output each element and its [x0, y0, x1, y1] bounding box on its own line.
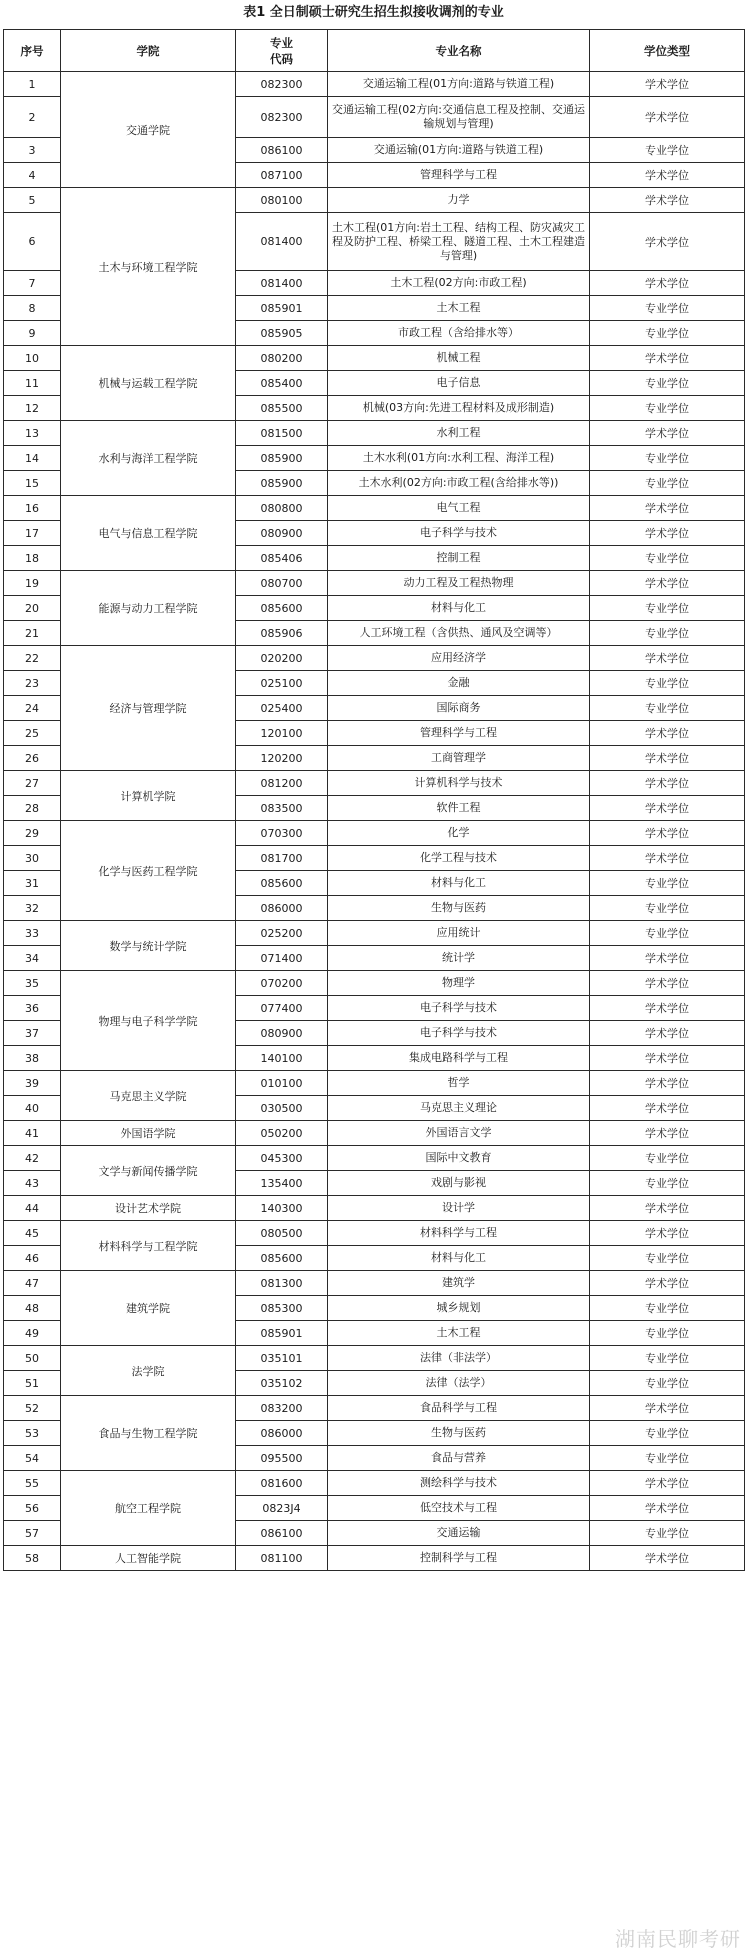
- major-code: 085406: [236, 546, 328, 571]
- major-name: 控制科学与工程: [328, 1546, 590, 1571]
- degree-type: 专业学位: [590, 671, 745, 696]
- major-name: 生物与医药: [328, 896, 590, 921]
- major-code: 083200: [236, 1396, 328, 1421]
- major-code: 081300: [236, 1271, 328, 1296]
- major-code: 085901: [236, 296, 328, 321]
- major-name: 食品与营养: [328, 1446, 590, 1471]
- row-number: 21: [4, 621, 61, 646]
- row-number: 19: [4, 571, 61, 596]
- row-number: 17: [4, 521, 61, 546]
- table-row: [4, 72, 745, 97]
- school-name: 物理与电子科学学院: [61, 971, 236, 1071]
- major-name: 集成电路科学与工程: [328, 1046, 590, 1071]
- major-name: 电气工程: [328, 496, 590, 521]
- major-code: 087100: [236, 163, 328, 188]
- school-name: 马克思主义学院: [61, 1071, 236, 1121]
- major-code: 080900: [236, 1021, 328, 1046]
- major-code: 085906: [236, 621, 328, 646]
- degree-type: 专业学位: [590, 396, 745, 421]
- major-name: 食品科学与工程: [328, 1396, 590, 1421]
- row-number: 37: [4, 1021, 61, 1046]
- row-number: 36: [4, 996, 61, 1021]
- row-number: 10: [4, 346, 61, 371]
- row-number: 52: [4, 1396, 61, 1421]
- degree-type: 学术学位: [590, 821, 745, 846]
- degree-type: 专业学位: [590, 446, 745, 471]
- row-number: 4: [4, 163, 61, 188]
- table-row: [4, 1546, 745, 1571]
- major-code: 080200: [236, 346, 328, 371]
- major-name: 应用统计: [328, 921, 590, 946]
- major-code: 081400: [236, 271, 328, 296]
- degree-type: 学术学位: [590, 796, 745, 821]
- table-row: [4, 1196, 745, 1221]
- degree-type: 专业学位: [590, 138, 745, 163]
- row-number: 40: [4, 1096, 61, 1121]
- row-number: 6: [4, 213, 61, 271]
- school-name: 化学与医药工程学院: [61, 821, 236, 921]
- major-code: 085500: [236, 396, 328, 421]
- major-name: 软件工程: [328, 796, 590, 821]
- degree-type: 学术学位: [590, 1121, 745, 1146]
- degree-type: 专业学位: [590, 1171, 745, 1196]
- row-number: 34: [4, 946, 61, 971]
- major-code: 070200: [236, 971, 328, 996]
- major-name: 生物与医药: [328, 1421, 590, 1446]
- row-number: 56: [4, 1496, 61, 1521]
- major-code: 080700: [236, 571, 328, 596]
- major-name: 工商管理学: [328, 746, 590, 771]
- header-type: 学位类型: [590, 30, 745, 72]
- degree-type: 学术学位: [590, 1396, 745, 1421]
- degree-type: 专业学位: [590, 596, 745, 621]
- table-row: [4, 571, 745, 596]
- table-row: [4, 346, 745, 371]
- table-row: [4, 971, 745, 996]
- major-name: 力学: [328, 188, 590, 213]
- row-number: 35: [4, 971, 61, 996]
- row-number: 43: [4, 1171, 61, 1196]
- major-code: 082300: [236, 72, 328, 97]
- row-number: 44: [4, 1196, 61, 1221]
- major-name: 土木工程: [328, 296, 590, 321]
- major-code: 081600: [236, 1471, 328, 1496]
- school-name: 食品与生物工程学院: [61, 1396, 236, 1471]
- major-code: 086000: [236, 1421, 328, 1446]
- degree-type: 专业学位: [590, 1321, 745, 1346]
- degree-type: 专业学位: [590, 1371, 745, 1396]
- degree-type: 学术学位: [590, 1221, 745, 1246]
- school-name: 外国语学院: [61, 1121, 236, 1146]
- major-name: 国际中文教育: [328, 1146, 590, 1171]
- major-code: 025400: [236, 696, 328, 721]
- degree-type: 学术学位: [590, 496, 745, 521]
- school-name: 水利与海洋工程学院: [61, 421, 236, 496]
- table-row: [4, 1271, 745, 1296]
- header-school: 学院: [61, 30, 236, 72]
- degree-type: 学术学位: [590, 1196, 745, 1221]
- major-name: 市政工程（含给排水等）: [328, 321, 590, 346]
- major-name: 法律（法学）: [328, 1371, 590, 1396]
- row-number: 16: [4, 496, 61, 521]
- major-code: 081500: [236, 421, 328, 446]
- major-code: 080800: [236, 496, 328, 521]
- school-name: 能源与动力工程学院: [61, 571, 236, 646]
- degree-type: 学术学位: [590, 188, 745, 213]
- major-code: 086100: [236, 1521, 328, 1546]
- school-name: 建筑学院: [61, 1271, 236, 1346]
- row-number: 25: [4, 721, 61, 746]
- row-number: 48: [4, 1296, 61, 1321]
- major-code: 085400: [236, 371, 328, 396]
- major-name: 统计学: [328, 946, 590, 971]
- degree-type: 学术学位: [590, 1471, 745, 1496]
- degree-type: 专业学位: [590, 1521, 745, 1546]
- degree-type: 学术学位: [590, 846, 745, 871]
- table-row: [4, 1396, 745, 1421]
- major-code: 085600: [236, 1246, 328, 1271]
- row-number: 3: [4, 138, 61, 163]
- table-row: [4, 496, 745, 521]
- row-number: 1: [4, 72, 61, 97]
- major-name: 设计学: [328, 1196, 590, 1221]
- row-number: 39: [4, 1071, 61, 1096]
- row-number: 26: [4, 746, 61, 771]
- table-row: [4, 646, 745, 671]
- degree-type: 专业学位: [590, 1446, 745, 1471]
- major-code: 050200: [236, 1121, 328, 1146]
- row-number: 58: [4, 1546, 61, 1571]
- major-code: 035101: [236, 1346, 328, 1371]
- major-code: 080500: [236, 1221, 328, 1246]
- degree-type: 学术学位: [590, 746, 745, 771]
- row-number: 30: [4, 846, 61, 871]
- major-name: 国际商务: [328, 696, 590, 721]
- degree-type: 学术学位: [590, 163, 745, 188]
- table-body: [4, 72, 745, 1571]
- school-name: 人工智能学院: [61, 1546, 236, 1571]
- row-number: 41: [4, 1121, 61, 1146]
- major-code: 082300: [236, 97, 328, 138]
- row-number: 12: [4, 396, 61, 421]
- row-number: 50: [4, 1346, 61, 1371]
- degree-type: 学术学位: [590, 1021, 745, 1046]
- table-title: 表1 全日制硕士研究生招生拟接收调剂的专业: [243, 5, 504, 20]
- degree-type: 专业学位: [590, 546, 745, 571]
- degree-type: 学术学位: [590, 521, 745, 546]
- degree-type: 学术学位: [590, 213, 745, 271]
- row-number: 54: [4, 1446, 61, 1471]
- table-row: [4, 821, 745, 846]
- major-code: 083500: [236, 796, 328, 821]
- major-name: 建筑学: [328, 1271, 590, 1296]
- row-number: 57: [4, 1521, 61, 1546]
- major-code: 120100: [236, 721, 328, 746]
- degree-type: 专业学位: [590, 371, 745, 396]
- header-name: 专业名称: [328, 30, 590, 72]
- major-name: 物理学: [328, 971, 590, 996]
- row-number: 53: [4, 1421, 61, 1446]
- school-name: 机械与运载工程学院: [61, 346, 236, 421]
- table-row: [4, 421, 745, 446]
- degree-type: 学术学位: [590, 646, 745, 671]
- row-number: 5: [4, 188, 61, 213]
- major-name: 机械(03方向:先进工程材料及成形制造): [328, 396, 590, 421]
- school-name: 文学与新闻传播学院: [61, 1146, 236, 1196]
- row-number: 8: [4, 296, 61, 321]
- major-name: 材料与化工: [328, 596, 590, 621]
- row-number: 28: [4, 796, 61, 821]
- major-name: 哲学: [328, 1071, 590, 1096]
- row-number: 51: [4, 1371, 61, 1396]
- major-code: 025200: [236, 921, 328, 946]
- degree-type: 专业学位: [590, 921, 745, 946]
- majors-table: [3, 29, 745, 1571]
- degree-type: 专业学位: [590, 621, 745, 646]
- major-code: 085905: [236, 321, 328, 346]
- table-row: [4, 921, 745, 946]
- table-row: [4, 1071, 745, 1096]
- major-name: 机械工程: [328, 346, 590, 371]
- major-code: 081200: [236, 771, 328, 796]
- header-no: 序号: [4, 30, 61, 72]
- major-name: 动力工程及工程热物理: [328, 571, 590, 596]
- major-name: 土木工程: [328, 1321, 590, 1346]
- row-number: 31: [4, 871, 61, 896]
- major-name: 应用经济学: [328, 646, 590, 671]
- major-name: 交通运输(01方向:道路与铁道工程): [328, 138, 590, 163]
- major-code: 081400: [236, 213, 328, 271]
- major-code: 085600: [236, 871, 328, 896]
- major-name: 材料与化工: [328, 871, 590, 896]
- degree-type: 学术学位: [590, 97, 745, 138]
- major-code: 085901: [236, 1321, 328, 1346]
- major-code: 120200: [236, 746, 328, 771]
- degree-type: 专业学位: [590, 1296, 745, 1321]
- major-name: 外国语言文学: [328, 1121, 590, 1146]
- degree-type: 学术学位: [590, 1271, 745, 1296]
- row-number: 45: [4, 1221, 61, 1246]
- degree-type: 学术学位: [590, 771, 745, 796]
- major-code: 071400: [236, 946, 328, 971]
- major-name: 交通运输: [328, 1521, 590, 1546]
- row-number: 33: [4, 921, 61, 946]
- school-name: 材料科学与工程学院: [61, 1221, 236, 1271]
- row-number: 49: [4, 1321, 61, 1346]
- major-code: 135400: [236, 1171, 328, 1196]
- degree-type: 专业学位: [590, 871, 745, 896]
- degree-type: 专业学位: [590, 1146, 745, 1171]
- row-number: 13: [4, 421, 61, 446]
- major-name: 电子信息: [328, 371, 590, 396]
- row-number: 47: [4, 1271, 61, 1296]
- major-name: 城乡规划: [328, 1296, 590, 1321]
- major-name: 土木工程(01方向:岩土工程、结构工程、防灾减灾工程及防护工程、桥梁工程、隧道工程、土木工程建造与管理): [328, 213, 590, 271]
- major-name: 人工环境工程（含供热、通风及空调等）: [328, 621, 590, 646]
- table-row: [4, 771, 745, 796]
- major-name: 管理科学与工程: [328, 163, 590, 188]
- table-row: [4, 1346, 745, 1371]
- row-number: 7: [4, 271, 61, 296]
- major-code: 010100: [236, 1071, 328, 1096]
- header-code: 专业 代码: [236, 30, 328, 72]
- row-number: 9: [4, 321, 61, 346]
- major-code: 095500: [236, 1446, 328, 1471]
- row-number: 22: [4, 646, 61, 671]
- school-name: 航空工程学院: [61, 1471, 236, 1546]
- major-name: 控制工程: [328, 546, 590, 571]
- major-code: 025100: [236, 671, 328, 696]
- major-name: 金融: [328, 671, 590, 696]
- degree-type: 学术学位: [590, 971, 745, 996]
- degree-type: 学术学位: [590, 1496, 745, 1521]
- table-row: [4, 1471, 745, 1496]
- major-name: 计算机科学与技术: [328, 771, 590, 796]
- row-number: 32: [4, 896, 61, 921]
- row-number: 46: [4, 1246, 61, 1271]
- major-code: 086100: [236, 138, 328, 163]
- watermark: 湖南民聊考研: [615, 1927, 741, 1951]
- major-code: 077400: [236, 996, 328, 1021]
- school-name: 设计艺术学院: [61, 1196, 236, 1221]
- degree-type: 学术学位: [590, 996, 745, 1021]
- row-number: 11: [4, 371, 61, 396]
- major-name: 电子科学与技术: [328, 521, 590, 546]
- school-name: 经济与管理学院: [61, 646, 236, 771]
- major-code: 045300: [236, 1146, 328, 1171]
- degree-type: 学术学位: [590, 571, 745, 596]
- major-name: 电子科学与技术: [328, 996, 590, 1021]
- table-row: [4, 1146, 745, 1171]
- degree-type: 学术学位: [590, 1546, 745, 1571]
- major-code: 081100: [236, 1546, 328, 1571]
- major-name: 交通运输工程(02方向:交通信息工程及控制、交通运输规划与管理): [328, 97, 590, 138]
- row-number: 2: [4, 97, 61, 138]
- degree-type: 专业学位: [590, 321, 745, 346]
- row-number: 24: [4, 696, 61, 721]
- major-code: 035102: [236, 1371, 328, 1396]
- major-name: 电子科学与技术: [328, 1021, 590, 1046]
- major-code: 0823J4: [236, 1496, 328, 1521]
- degree-type: 学术学位: [590, 1046, 745, 1071]
- degree-type: 学术学位: [590, 721, 745, 746]
- school-name: 交通学院: [61, 72, 236, 188]
- school-name: 法学院: [61, 1346, 236, 1396]
- school-name: 计算机学院: [61, 771, 236, 821]
- major-name: 交通运输工程(01方向:道路与铁道工程): [328, 72, 590, 97]
- major-name: 低空技术与工程: [328, 1496, 590, 1521]
- row-number: 23: [4, 671, 61, 696]
- major-name: 戏剧与影视: [328, 1171, 590, 1196]
- row-number: 18: [4, 546, 61, 571]
- row-number: 55: [4, 1471, 61, 1496]
- degree-type: 专业学位: [590, 296, 745, 321]
- degree-type: 专业学位: [590, 1346, 745, 1371]
- school-name: 土木与环境工程学院: [61, 188, 236, 346]
- major-code: 081700: [236, 846, 328, 871]
- table-header-row: [4, 30, 745, 72]
- table-row: [4, 1221, 745, 1246]
- major-code: 070300: [236, 821, 328, 846]
- major-code: 140100: [236, 1046, 328, 1071]
- degree-type: 专业学位: [590, 1246, 745, 1271]
- major-name: 材料与化工: [328, 1246, 590, 1271]
- row-number: 38: [4, 1046, 61, 1071]
- row-number: 42: [4, 1146, 61, 1171]
- major-code: 085900: [236, 446, 328, 471]
- row-number: 27: [4, 771, 61, 796]
- major-name: 测绘科学与技术: [328, 1471, 590, 1496]
- major-name: 马克思主义理论: [328, 1096, 590, 1121]
- table-row: [4, 1121, 745, 1146]
- major-name: 法律（非法学）: [328, 1346, 590, 1371]
- degree-type: 学术学位: [590, 72, 745, 97]
- major-code: 085300: [236, 1296, 328, 1321]
- degree-type: 学术学位: [590, 346, 745, 371]
- major-code: 080900: [236, 521, 328, 546]
- degree-type: 学术学位: [590, 421, 745, 446]
- major-code: 085600: [236, 596, 328, 621]
- degree-type: 专业学位: [590, 471, 745, 496]
- degree-type: 专业学位: [590, 696, 745, 721]
- school-name: 数学与统计学院: [61, 921, 236, 971]
- major-name: 土木水利(01方向:水利工程、海洋工程): [328, 446, 590, 471]
- table-row: [4, 188, 745, 213]
- degree-type: 学术学位: [590, 946, 745, 971]
- major-name: 化学: [328, 821, 590, 846]
- major-code: 020200: [236, 646, 328, 671]
- row-number: 29: [4, 821, 61, 846]
- row-number: 20: [4, 596, 61, 621]
- degree-type: 专业学位: [590, 896, 745, 921]
- major-name: 水利工程: [328, 421, 590, 446]
- degree-type: 专业学位: [590, 1421, 745, 1446]
- major-code: 030500: [236, 1096, 328, 1121]
- major-name: 土木水利(02方向:市政工程(含给排水等)): [328, 471, 590, 496]
- major-code: 086000: [236, 896, 328, 921]
- degree-type: 学术学位: [590, 1096, 745, 1121]
- major-name: 材料科学与工程: [328, 1221, 590, 1246]
- row-number: 14: [4, 446, 61, 471]
- major-code: 085900: [236, 471, 328, 496]
- row-number: 15: [4, 471, 61, 496]
- major-name: 土木工程(02方向:市政工程): [328, 271, 590, 296]
- school-name: 电气与信息工程学院: [61, 496, 236, 571]
- major-name: 管理科学与工程: [328, 721, 590, 746]
- major-name: 化学工程与技术: [328, 846, 590, 871]
- degree-type: 学术学位: [590, 1071, 745, 1096]
- major-code: 140300: [236, 1196, 328, 1221]
- degree-type: 学术学位: [590, 271, 745, 296]
- major-code: 080100: [236, 188, 328, 213]
